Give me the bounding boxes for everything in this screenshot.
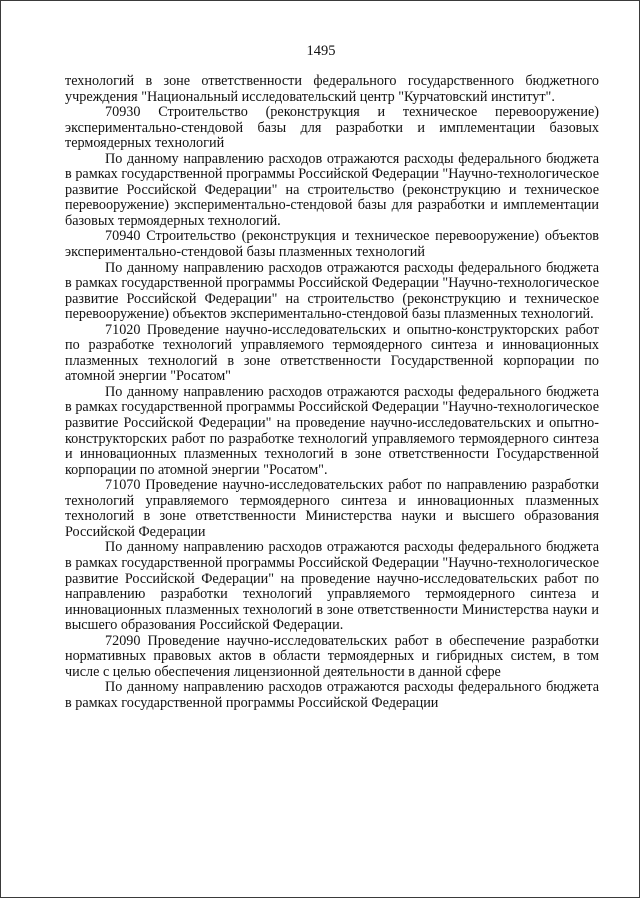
paragraph-continuation: технологий в зоне ответственности федерального государственного бюджетного учреждения "Национальный исследовательский центр "Курчатовский институт". <box>65 73 599 105</box>
paragraph-72090-description: По данному направлению расходов отражаются расходы федерального бюджета в рамках государственной программы Российской Федерации <box>65 679 599 711</box>
paragraph-71020-description: По данному направлению расходов отражаются расходы федерального бюджета в рамках государственной программы Российской Федерации "Научно-технологическое развитие Российской Федерации" на проведение научно-исследовательских и опытно-конструкторских работ по разработке технологий управляемого термоядерного синтеза и инновационных плазменных технологий в зоне ответственности Государственной корпорации по атомной энергии "Росатом". <box>65 383 599 478</box>
heading-72090: 72090 Проведение научно-исследовательских работ в обеспечение разработки нормативных правовых актов в области термоядерных и гибридных систем, в том числе с целью обеспечения лицензионной деятельности в данной сфере <box>65 632 599 680</box>
heading-70930: 70930 Строительство (реконструкция и техническое перевооружение) экспериментально-стендовой базы для разработки и имплементации базовых термоядерных технологий <box>65 104 599 152</box>
paragraph-70930-description: По данному направлению расходов отражаются расходы федерального бюджета в рамках государственной программы Российской Федерации "Научно-технологическое развитие Российской Федерации" на строительство (реконструкцию и техническое перевооружение) экспериментально-стендовой базы для разработки и имплементации базовых термоядерных технологий. <box>65 150 599 229</box>
heading-71070: 71070 Проведение научно-исследовательских работ по направлению разработки технологий управляемого термоядерного синтеза и инновационных плазменных технологий в зоне ответственности Министерства науки и высшего образования Российской Федерации <box>65 477 599 540</box>
document-body <box>65 74 599 711</box>
paragraph-71070-description: По данному направлению расходов отражаются расходы федерального бюджета в рамках государственной программы Российской Федерации "Научно-технологическое развитие Российской Федерации" на проведение научно-исследовательских работ по направлению разработки технологий управляемого термоядерного синтеза и инновационных плазменных технологий в зоне ответственности Министерства науки и высшего образования Российской Федерации. <box>65 539 599 634</box>
page-number: 1495 <box>306 43 336 59</box>
heading-71020: 71020 Проведение научно-исследовательских и опытно-конструкторских работ по разработке технологий управляемого термоядерного синтеза и инновационных плазменных технологий в зоне ответственности Государственной корпорации по атомной энергии "Росатом" <box>65 321 599 385</box>
paragraph-70940-description: По данному направлению расходов отражаются расходы федерального бюджета в рамках государственной программы Российской Федерации "Научно-технологическое развитие Российской Федерации" на строительство (реконструкцию и техническое перевооружение) объектов экспериментально-стендовой базы плазменных технологий. <box>65 259 599 323</box>
heading-70940: 70940 Строительство (реконструкция и техническое перевооружение) объектов экспериментально-стендовой базы плазменных технологий <box>65 228 599 261</box>
